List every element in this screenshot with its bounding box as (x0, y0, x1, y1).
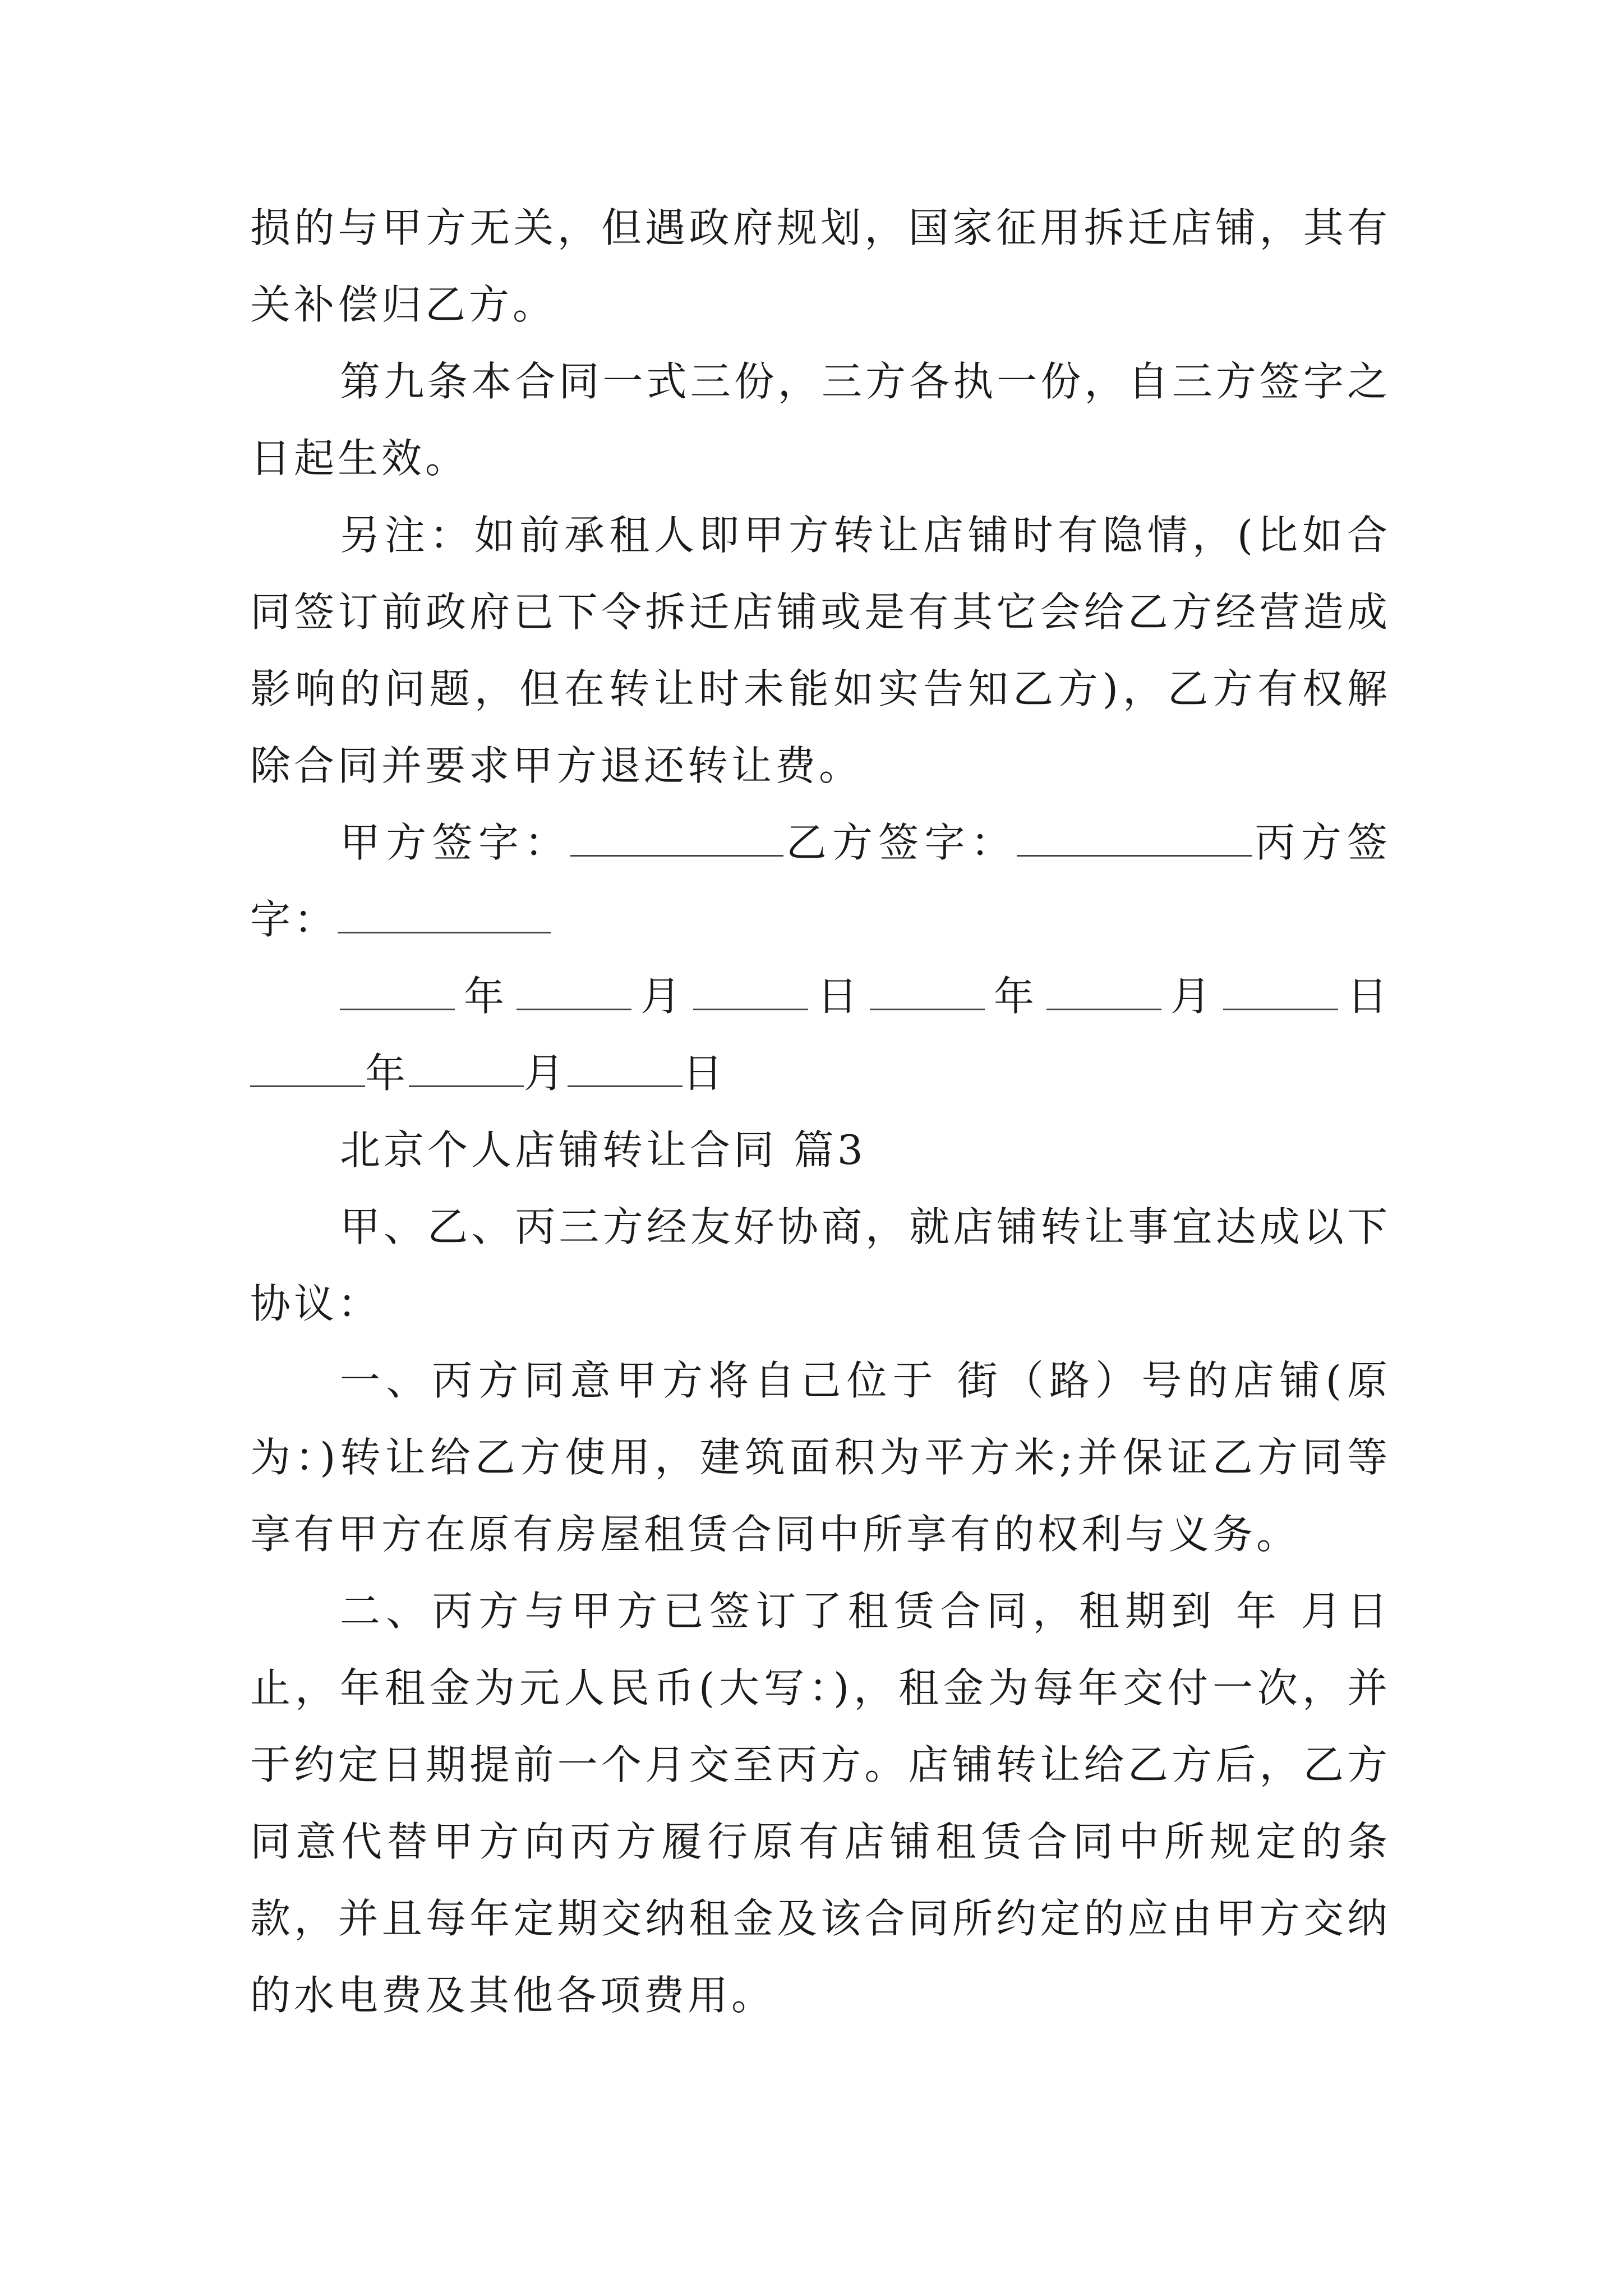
document-page (250, 190, 1391, 2034)
party-a-sign-label: 甲方签字： (340, 819, 571, 866)
section-title: 北京个人店铺转让合同 篇3 (340, 1126, 866, 1174)
month-unit: 月 (1161, 973, 1223, 1020)
paragraph-article-nine: 第九条本合同一式三份，三方各执一份，自三方签字之日起生效。 (250, 358, 1391, 482)
year-blank (250, 1046, 365, 1087)
party-b-sign-blank (1017, 816, 1252, 857)
month-unit: 月 (631, 973, 693, 1020)
party-c-sign-blank (338, 892, 551, 933)
party-b-sign-label: 乙方签字： (783, 819, 1017, 866)
year-unit: 年 (365, 1050, 409, 1097)
month-blank (409, 1046, 524, 1087)
year-blank (870, 969, 985, 1010)
day-blank (568, 1046, 683, 1087)
signature-line (250, 804, 1391, 958)
day-unit: 日 (683, 1050, 727, 1097)
day-blank (693, 969, 808, 1010)
party-c-sign-label: 丙方签字： (250, 819, 1391, 943)
date-line (250, 958, 1391, 1112)
clause-two: 二、丙方与甲方已签订了租赁合同，租期到 年 月日止，年租金为元人民币(大写：)，租金为每年交付一次，并于约定日期提前一个月交至丙方。店铺转让给乙方后，乙方同意代替甲方向丙方履行原有店铺租赁合同中所规定的条款，并且每年定期交纳租金及该合同所约定的应由甲方交纳的水电费及其他各项费用。 (250, 1588, 1391, 2019)
party-a-sign-blank (570, 816, 783, 857)
month-unit: 月 (524, 1050, 568, 1097)
month-blank (517, 969, 631, 1010)
year-unit: 年 (455, 973, 517, 1020)
paragraph-intro: 甲、乙、丙三方经友好协商，就店铺转让事宜达成以下协议： (250, 1203, 1391, 1327)
clause-one: 一、丙方同意甲方将自己位于 街（路）号的店铺(原为：)转让给乙方使用，建筑面积为平方米;并保证乙方同等享有甲方在原有房屋租赁合同中所享有的权利与义务。 (250, 1357, 1391, 1558)
day-unit: 日 (808, 973, 870, 1020)
paragraph-remark: 另注：如前承租人即甲方转让店铺时有隐情，(比如合同签订前政府已下令拆迁店铺或是有其它会给乙方经营造成影响的问题，但在转让时未能如实告知乙方)，乙方有权解除合同并要求甲方退还转让费。 (250, 512, 1391, 789)
month-blank (1046, 969, 1161, 1010)
year-unit: 年 (984, 973, 1046, 1020)
year-blank (340, 969, 455, 1010)
day-unit: 日 (1338, 973, 1391, 1020)
day-blank (1223, 969, 1338, 1010)
paragraph-compensation: 损的与甲方无关，但遇政府规划，国家征用拆迁店铺，其有关补偿归乙方。 (250, 204, 1391, 328)
